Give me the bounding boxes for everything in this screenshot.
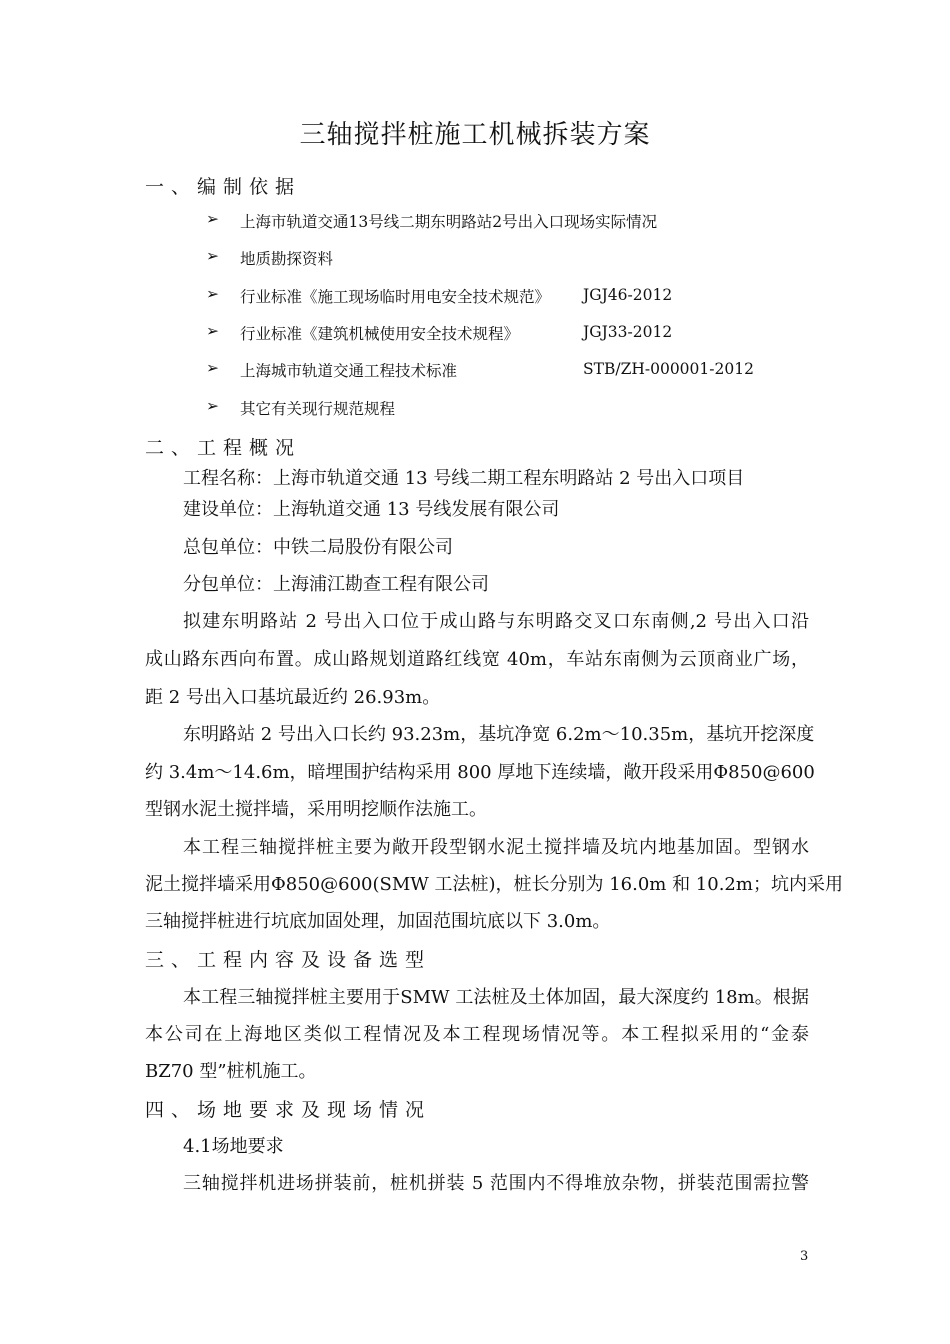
page-title: 三轴搅拌桩施工机械拆装方案 [299, 120, 651, 150]
paragraph-line: 东明路站 2 号出入口长约 93.23m，基坑净宽 6.2m～10.35m，基坑开挖深度 [183, 724, 815, 745]
list-item-text: 行业标准《建筑机械使用安全技术规程》 [240, 325, 520, 343]
bullet-arrow-icon: ➢ [206, 359, 219, 377]
section-heading-overview: 二、工程概况 [145, 437, 302, 459]
paragraph-line: 本工程三轴搅拌桩主要用于SMW 工法桩及土体加固，最大深度约 18m。根据 [183, 987, 809, 1008]
section-heading-equipment: 三、工程内容及设备选型 [145, 949, 432, 971]
page-number: 3 [800, 1249, 809, 1264]
paragraph-line: 泥土搅拌墙采用Φ850@600(SMW 工法桩)，桩长分别为 16.0m 和 10.2m；坑内采用 [145, 874, 843, 895]
sub-heading-site-requirements: 4.1场地要求 [183, 1136, 284, 1157]
standard-code: STB/ZH-000001-2012 [583, 360, 754, 378]
section-heading-site: 四、场地要求及现场情况 [145, 1099, 432, 1121]
list-item-text: 其它有关现行规范规程 [240, 400, 396, 418]
list-item-text: 地质勘探资料 [240, 250, 334, 268]
owner-unit: 建设单位：上海轨道交通 13 号线发展有限公司 [183, 499, 560, 520]
project-name: 工程名称：上海市轨道交通 13 号线二期工程东明路站 2 号出入口项目 [183, 468, 745, 489]
paragraph-line: 拟建东明路站 2 号出入口位于成山路与东明路交叉口东南侧,2 号出入口沿 [183, 611, 809, 632]
general-contractor: 总包单位：中铁二局股份有限公司 [183, 537, 453, 558]
bullet-arrow-icon: ➢ [206, 322, 219, 340]
paragraph-line: 约 3.4m～14.6m，暗埋围护结构采用 800 厚地下连续墙，敞开段采用Φ850@600 [145, 762, 815, 783]
bullet-arrow-icon: ➢ [206, 285, 219, 303]
paragraph-line: 型钢水泥土搅拌墙，采用明挖顺作法施工。 [145, 799, 487, 820]
paragraph-line: 本公司在上海地区类似工程情况及本工程现场情况等。本工程拟采用的“金泰 [145, 1024, 809, 1045]
paragraph-line: 本工程三轴搅拌桩主要为敞开段型钢水泥土搅拌墙及坑内地基加固。型钢水 [183, 837, 809, 858]
paragraph-line: BZ70 型”桩机施工。 [145, 1061, 317, 1082]
list-item-text: 上海市轨道交通13号线二期东明路站2号出入口现场实际情况 [240, 213, 658, 231]
bullet-arrow-icon: ➢ [206, 397, 219, 415]
subcontractor: 分包单位：上海浦江勘查工程有限公司 [183, 574, 489, 595]
list-item-text: 行业标准《施工现场临时用电安全技术规范》 [240, 288, 551, 306]
paragraph-line: 三轴搅拌桩进行坑底加固处理，加固范围坑底以下 3.0m。 [145, 911, 611, 932]
bullet-arrow-icon: ➢ [206, 247, 219, 265]
standard-code: JGJ33-2012 [583, 323, 673, 341]
site-paragraph-line: 三轴搅拌机进场拼装前，桩机拼装 5 范围内不得堆放杂物，拼装范围需拉警 [183, 1173, 809, 1194]
list-item-text: 上海城市轨道交通工程技术标准 [240, 362, 458, 380]
section-heading-basis: 一、编制依据 [145, 176, 302, 198]
paragraph-line: 成山路东西向布置。成山路规划道路红线宽 40m，车站东南侧为云顶商业广场， [145, 649, 809, 670]
paragraph-line: 距 2 号出入口基坑最近约 26.93m。 [145, 687, 441, 708]
standard-code: JGJ46-2012 [583, 286, 673, 304]
bullet-arrow-icon: ➢ [206, 210, 219, 228]
